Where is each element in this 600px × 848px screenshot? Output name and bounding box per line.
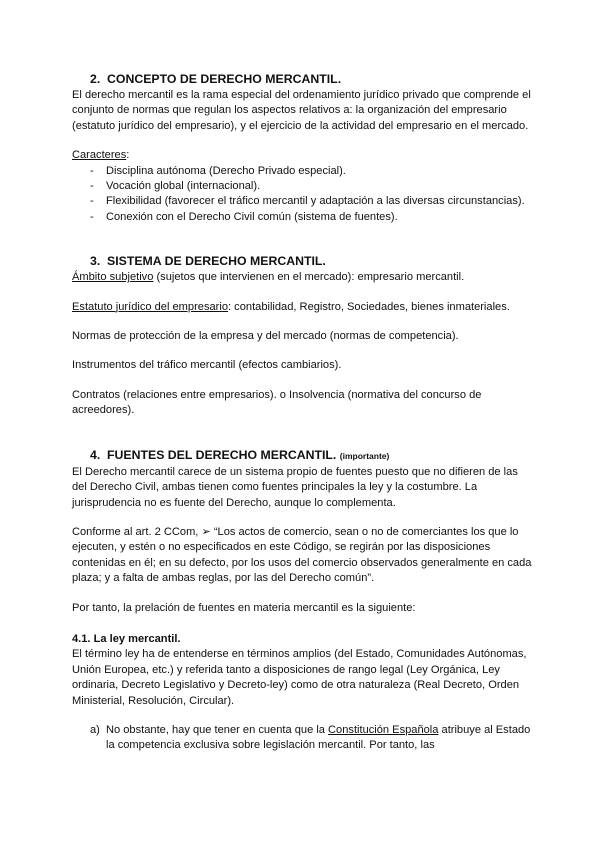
list-item: - Conexión con el Derecho Civil común (sistema de fuentes).: [72, 210, 532, 225]
section-2-heading: 2. CONCEPTO DE DERECHO MERCANTIL.: [90, 72, 342, 86]
contratos-line: Contratos (relaciones entre empresarios). o Insolvencia (normativa del concurso de acreedores).: [72, 388, 482, 417]
subsection-4-1-heading: 4.1. La ley mercantil.: [72, 632, 181, 645]
prelacion-line: Por tanto, la prelación de fuentes en materia mercantil es la siguiente:: [72, 601, 416, 614]
ambito-line: Ámbito subjetivo (sujetos que intervienen en el mercado): empresario mercantil.: [72, 271, 465, 284]
normas-line: Normas de protección de la empresa y del mercado (normas de competencia).: [72, 330, 459, 343]
item-a: a) No obstante, hay que tener en cuenta que la Constitución Española atribuye al Estado la competencia exclusiva sobre legislación mercantil. Por tanto, las: [90, 723, 531, 752]
list-item: - Disciplina autónoma (Derecho Privado especial).: [72, 164, 532, 179]
estatuto-line: Estatuto jurídico del empresario: contabilidad, Registro, Sociedades, bienes inmateriales.: [72, 300, 510, 313]
ley-paragraph: El término ley ha de entenderse en términos amplios (del Estado, Comunidades Autónomas, Unión Europea, etc.) y referida tanto a disposiciones de rango legal (Ley Orgánica, Ley ordinaria, Decreto Legislativo y Decreto-ley) como de otra naturaleza (Real Decreto, Orden Ministerial, Resolución, Circular).: [72, 648, 527, 707]
caracteres-list: [72, 164, 532, 226]
list-item: - Vocación global (internacional).: [72, 179, 532, 194]
importante-note: (importante): [339, 450, 390, 461]
section-3-heading: 3. SISTEMA DE DERECHO MERCANTIL.: [90, 254, 326, 269]
list-item: - Flexibilidad (favorecer el tráfico mercantil y adaptación a las diversas circunstancias).: [72, 194, 532, 209]
section-4-heading: 4. FUENTES DEL DERECHO MERCANTIL. (importante): [90, 447, 390, 462]
constitucion-link: Constitución Española: [328, 723, 439, 736]
instrumentos-line: Instrumentos del tráfico mercantil (efectos cambiarios).: [72, 359, 342, 372]
section-4-intro: El Derecho mercantil carece de un sistema propio de fuentes puesto que no difieren de las del Derecho Civil, ambas tienen como fuentes principales la ley y la costumbre. La jurisprudencia no es fuente del Derecho, aunque lo complementa.: [72, 465, 518, 509]
document-page: [72, 71, 532, 754]
conforme-paragraph: Conforme al art. 2 CCom, ➢ “Los actos de comercio, sean o no de comerciantes los que lo ejecuten, y estén o no especificados en este Código, se regirán por las disposiciones contenidas en él; en su defecto, por los usos del comercio observados generalmente en cada plaza; y a falta de ambas reglas, por las del Derecho común”.: [72, 525, 532, 585]
caracteres-label: Caracteres:: [72, 149, 130, 162]
section-2-intro: El derecho mercantil es la rama especial del ordenamiento jurídico privado que comprende el conjunto de normas que regulan los aspectos relativos a: la organización del empresario (estatuto jurídico del empresario), y el ejercicio de la actividad del empresario en el mercado.: [72, 89, 531, 132]
